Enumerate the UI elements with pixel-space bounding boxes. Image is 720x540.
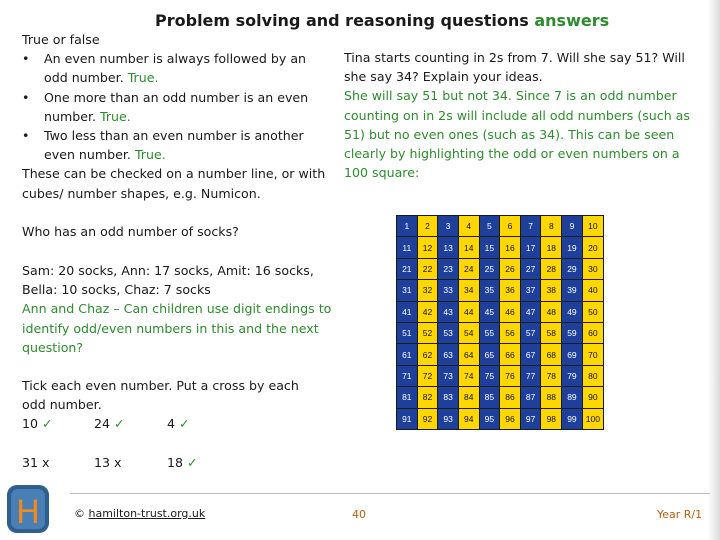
number-item: 13 x bbox=[94, 454, 122, 470]
tina-answer: She will say 51 but not 34. Since 7 is an odd number counting on in 2s will include all odd numbers (such as 51) but no even ones (such as 34). This can be seen clearly by highlighting the odd or even numbers on a 100 square: bbox=[344, 88, 690, 181]
hundred-square-cell: 13 bbox=[438, 237, 459, 258]
hundred-square-row bbox=[397, 365, 604, 386]
hundred-square-cell: 1 bbox=[397, 216, 418, 237]
hundred-square-cell: 68 bbox=[541, 344, 562, 365]
hundred-square-cell: 44 bbox=[458, 301, 479, 322]
copyright-symbol: © bbox=[74, 507, 85, 520]
hundred-square-cell: 85 bbox=[479, 387, 500, 408]
hundred-square-cell: 67 bbox=[520, 344, 541, 365]
hundred-square-cell: 28 bbox=[541, 258, 562, 279]
statement-text: Two less than an even number is another even number. bbox=[44, 128, 304, 163]
hundred-square-cell: 9 bbox=[562, 216, 583, 237]
hundred-square-row bbox=[397, 301, 604, 322]
page-title bbox=[155, 11, 609, 30]
hundred-square-cell: 5 bbox=[479, 216, 500, 237]
hundred-square-cell: 42 bbox=[417, 301, 438, 322]
hundred-square-cell: 58 bbox=[541, 322, 562, 343]
hundred-square-cell: 24 bbox=[458, 258, 479, 279]
hundred-square-cell: 87 bbox=[520, 387, 541, 408]
hundred-square-cell: 10 bbox=[582, 216, 603, 237]
hundred-square-cell: 71 bbox=[397, 365, 418, 386]
hundred-square-cell: 59 bbox=[562, 322, 583, 343]
hundred-square-row bbox=[397, 322, 604, 343]
hundred-square-cell: 21 bbox=[397, 258, 418, 279]
hundred-square-cell: 46 bbox=[500, 301, 521, 322]
hundred-square-cell: 63 bbox=[438, 344, 459, 365]
hundred-square-cell: 12 bbox=[417, 237, 438, 258]
bullet-dot-icon: • bbox=[22, 89, 30, 105]
hundred-square-cell: 14 bbox=[458, 237, 479, 258]
hundred-square-cell: 84 bbox=[458, 387, 479, 408]
hundred-square-cell: 32 bbox=[417, 280, 438, 301]
hundred-square-cell: 88 bbox=[541, 387, 562, 408]
statement-answer: True. bbox=[100, 108, 131, 124]
hundred-square-cell: 18 bbox=[541, 237, 562, 258]
cross-mark: x bbox=[42, 454, 50, 470]
hundred-square-cell: 83 bbox=[438, 387, 459, 408]
socks-section bbox=[22, 261, 332, 357]
true-false-item bbox=[22, 49, 327, 87]
check-mark-icon: ✓ bbox=[187, 454, 198, 470]
hundred-square-cell: 51 bbox=[397, 322, 418, 343]
number-item: 10 ✓ bbox=[22, 416, 53, 432]
statement-text: One more than an odd number is an even number. bbox=[44, 89, 309, 124]
hundred-square-row bbox=[397, 387, 604, 408]
hundred-square-cell: 37 bbox=[520, 280, 541, 301]
hundred-square-cell: 31 bbox=[397, 280, 418, 301]
hundred-square-cell: 4 bbox=[458, 216, 479, 237]
hundred-square-cell: 82 bbox=[417, 387, 438, 408]
hundred-square-cell: 91 bbox=[397, 408, 418, 429]
true-false-section bbox=[22, 30, 327, 203]
hundred-square-cell: 54 bbox=[458, 322, 479, 343]
hundred-square-cell: 48 bbox=[541, 301, 562, 322]
hundred-square-cell: 3 bbox=[438, 216, 459, 237]
number-item: 18 ✓ bbox=[167, 454, 198, 470]
hundred-square-row bbox=[397, 408, 604, 429]
hundred-square bbox=[396, 215, 604, 430]
hundred-square-row bbox=[397, 258, 604, 279]
hundred-square-cell: 36 bbox=[500, 280, 521, 301]
footer-divider bbox=[70, 493, 710, 494]
tick-instruction: Tick each even number. Put a cross by each odd number. bbox=[22, 378, 299, 413]
check-mark-icon: ✓ bbox=[114, 416, 125, 432]
hundred-square-cell: 25 bbox=[479, 258, 500, 279]
hundred-square-row bbox=[397, 237, 604, 258]
bullet-dot-icon: • bbox=[22, 51, 30, 67]
hundred-square-cell: 74 bbox=[458, 365, 479, 386]
hundred-square-cell: 95 bbox=[479, 408, 500, 429]
hundred-square-cell: 96 bbox=[500, 408, 521, 429]
hundred-square-cell: 27 bbox=[520, 258, 541, 279]
hundred-square-cell: 76 bbox=[500, 365, 521, 386]
hundred-square-cell: 75 bbox=[479, 365, 500, 386]
tick-cross-section bbox=[22, 376, 322, 472]
hundred-square-cell: 90 bbox=[582, 387, 603, 408]
hundred-square-cell: 56 bbox=[500, 322, 521, 343]
slide-edge-shadow bbox=[708, 0, 720, 540]
hundred-square-cell: 30 bbox=[582, 258, 603, 279]
page-number: 40 bbox=[352, 508, 366, 521]
hundred-square-cell: 100 bbox=[582, 408, 603, 429]
hundred-square-cell: 35 bbox=[479, 280, 500, 301]
tina-section bbox=[344, 48, 694, 182]
copyright bbox=[74, 507, 205, 520]
hundred-square-cell: 2 bbox=[417, 216, 438, 237]
hundred-square-cell: 41 bbox=[397, 301, 418, 322]
hundred-square-cell: 26 bbox=[500, 258, 521, 279]
check-mark-icon: ✓ bbox=[42, 416, 53, 432]
year-label: Year R/1 bbox=[657, 508, 703, 521]
true-false-item bbox=[22, 88, 327, 126]
hundred-square-cell: 23 bbox=[438, 258, 459, 279]
hundred-square-row bbox=[397, 344, 604, 365]
socks-answer: Ann and Chaz – Can children use digit endings to identify odd/even numbers in this and the next question? bbox=[22, 301, 332, 355]
hundred-square-cell: 43 bbox=[438, 301, 459, 322]
hundred-square-cell: 93 bbox=[438, 408, 459, 429]
socks-list: Sam: 20 socks, Ann: 17 socks, Amit: 16 socks, Bella: 10 socks, Chaz: 7 socks bbox=[22, 263, 314, 298]
hundred-square-cell: 81 bbox=[397, 387, 418, 408]
hundred-square-cell: 92 bbox=[417, 408, 438, 429]
hundred-square-cell: 66 bbox=[500, 344, 521, 365]
hundred-square-cell: 73 bbox=[438, 365, 459, 386]
hundred-square-cell: 78 bbox=[541, 365, 562, 386]
hundred-square-cell: 6 bbox=[500, 216, 521, 237]
socks-question: Who has an odd number of socks? bbox=[22, 224, 239, 239]
hundred-square-cell: 60 bbox=[582, 322, 603, 343]
statement-text: An even number is always followed by an odd number. bbox=[44, 51, 307, 86]
hundred-square-cell: 53 bbox=[438, 322, 459, 343]
hundred-square-cell: 11 bbox=[397, 237, 418, 258]
hundred-square-cell: 20 bbox=[582, 237, 603, 258]
hundred-square-cell: 94 bbox=[458, 408, 479, 429]
hundred-square-cell: 15 bbox=[479, 237, 500, 258]
hundred-square-cell: 55 bbox=[479, 322, 500, 343]
hundred-square-cell: 50 bbox=[582, 301, 603, 322]
hundred-square-cell: 98 bbox=[541, 408, 562, 429]
hamilton-trust-link[interactable]: hamilton-trust.org.uk bbox=[88, 507, 206, 520]
hundred-square-cell: 64 bbox=[458, 344, 479, 365]
number-item: 4 ✓ bbox=[167, 416, 190, 432]
statement-answer: True. bbox=[127, 70, 159, 86]
hundred-square-cell: 79 bbox=[562, 365, 583, 386]
number-row bbox=[22, 414, 322, 433]
hundred-square-cell: 49 bbox=[562, 301, 583, 322]
true-false-note: These can be checked on a number line, or with cubes/ number shapes, e.g. Numicon. bbox=[22, 166, 326, 201]
hundred-square-cell: 45 bbox=[479, 301, 500, 322]
hundred-square-cell: 62 bbox=[417, 344, 438, 365]
hundred-square-cell: 22 bbox=[417, 258, 438, 279]
svg-text:H: H bbox=[15, 493, 41, 531]
check-mark-icon: ✓ bbox=[179, 416, 190, 432]
hundred-square-cell: 77 bbox=[520, 365, 541, 386]
hundred-square-cell: 17 bbox=[520, 237, 541, 258]
number-item: 24 ✓ bbox=[94, 416, 125, 432]
hundred-square-cell: 40 bbox=[582, 280, 603, 301]
hundred-square-cell: 86 bbox=[500, 387, 521, 408]
hundred-square-cell: 39 bbox=[562, 280, 583, 301]
hundred-square-cell: 99 bbox=[562, 408, 583, 429]
hundred-square-cell: 19 bbox=[562, 237, 583, 258]
spacer-row bbox=[22, 434, 322, 453]
hundred-square-cell: 57 bbox=[520, 322, 541, 343]
hundred-square-row bbox=[397, 216, 604, 237]
hundred-square-cell: 7 bbox=[520, 216, 541, 237]
hundred-square-cell: 47 bbox=[520, 301, 541, 322]
tina-question: Tina starts counting in 2s from 7. Will she say 51? Will she say 34? Explain your ideas. bbox=[344, 50, 685, 85]
cross-mark: x bbox=[114, 454, 122, 470]
hundred-square-cell: 65 bbox=[479, 344, 500, 365]
statement-answer: True. bbox=[134, 147, 166, 163]
hundred-square-cell: 80 bbox=[582, 365, 603, 386]
hundred-square-row bbox=[397, 280, 604, 301]
hundred-square-cell: 61 bbox=[397, 344, 418, 365]
hundred-square-cell: 89 bbox=[562, 387, 583, 408]
hundred-square-cell: 97 bbox=[520, 408, 541, 429]
hundred-square-cell: 38 bbox=[541, 280, 562, 301]
title-accent: answers bbox=[534, 11, 610, 30]
hundred-square-cell: 34 bbox=[458, 280, 479, 301]
title-main: Problem solving and reasoning questions bbox=[155, 11, 529, 30]
bullet-dot-icon: • bbox=[22, 128, 30, 144]
true-false-heading: True or false bbox=[22, 32, 100, 47]
number-row bbox=[22, 453, 322, 472]
true-false-item bbox=[22, 126, 327, 164]
hundred-square-cell: 72 bbox=[417, 365, 438, 386]
hundred-square-cell: 69 bbox=[562, 344, 583, 365]
hundred-square-cell: 16 bbox=[500, 237, 521, 258]
hundred-square-cell: 8 bbox=[541, 216, 562, 237]
hundred-square-cell: 52 bbox=[417, 322, 438, 343]
number-item: 31 x bbox=[22, 454, 50, 470]
hundred-square-cell: 70 bbox=[582, 344, 603, 365]
hamilton-logo-icon bbox=[6, 484, 50, 534]
hundred-square-cell: 33 bbox=[438, 280, 459, 301]
hundred-square-cell: 29 bbox=[562, 258, 583, 279]
